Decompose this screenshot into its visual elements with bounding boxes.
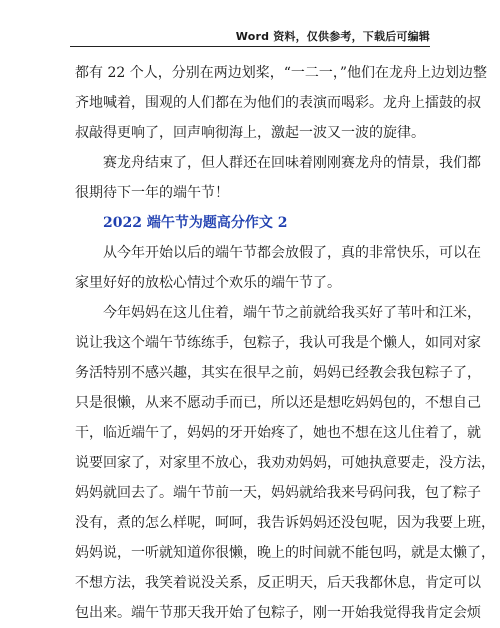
- text-line: 不想方法，我笑着说没关系，反正明天，后天我都休息，肯定可以: [75, 575, 481, 591]
- text-line: 没有，煮的怎么样呢，呵呵，我告诉妈妈还没包呢，因为我要上班，: [75, 515, 495, 531]
- section-heading: 2022 端午节为题高分作文 2: [103, 215, 288, 231]
- text-line: 说要回家了，对家里不放心，我劝劝妈妈，可她执意要走，没方法，: [75, 455, 495, 471]
- text-line: 务活特别不感兴趣，其实在很早之前，妈妈已经教会我包粽子了，: [75, 365, 481, 381]
- text-line: 今年妈妈在这儿住着，端午节之前就给我买好了苇叶和江米，: [103, 305, 481, 321]
- text-line: 说让我这个端午节练练手，包粽子，我认可我是个懒人，如同对家: [75, 335, 481, 351]
- text-line: 只是很懒，从来不愿动手而已，所以还是想吃妈妈包的，不想自己: [75, 395, 481, 411]
- header-text: Word 资料，仅供参考，下载后可编辑: [235, 30, 430, 43]
- text-line: 妈妈说，一听就知道你很懒，晚上的时间就不能包吗，就是太懒了，: [75, 545, 495, 561]
- text-line: 赛龙舟结束了，但人群还在回味着刚刚赛龙舟的情景，我们都: [103, 155, 481, 171]
- text-line: 家里好好的放松心情过个欢乐的端午节了。: [75, 275, 341, 291]
- page-header: [70, 30, 430, 47]
- text-line: 从今年开始以后的端午节都会放假了，真的非常快乐，可以在: [103, 245, 481, 261]
- text-line: 齐地喊着，围观的人们都在为他们的表演而喝彩。龙舟上擂鼓的叔: [75, 95, 481, 111]
- text-line: 干，临近端午了，妈妈的牙开始疼了，她也不想在这儿住着了，就: [75, 425, 481, 441]
- text-line: 叔敲得更响了，回声响彻海上，激起一波又一波的旋律。: [75, 125, 425, 141]
- text-line: 很期待下一年的端午节！: [75, 185, 229, 201]
- text-line: 妈妈就回去了。端午节前一天，妈妈就给我来号码问我，包了粽子: [75, 485, 481, 501]
- text-line: 都有 22 个人，分别在两边划桨，“一二一，”他们在龙舟上边划边整: [75, 65, 488, 81]
- document-body: [75, 58, 495, 628]
- text-line: 包出来。端午节那天我开始了包粽子，刚一开始我觉得我肯定会烦: [75, 605, 481, 621]
